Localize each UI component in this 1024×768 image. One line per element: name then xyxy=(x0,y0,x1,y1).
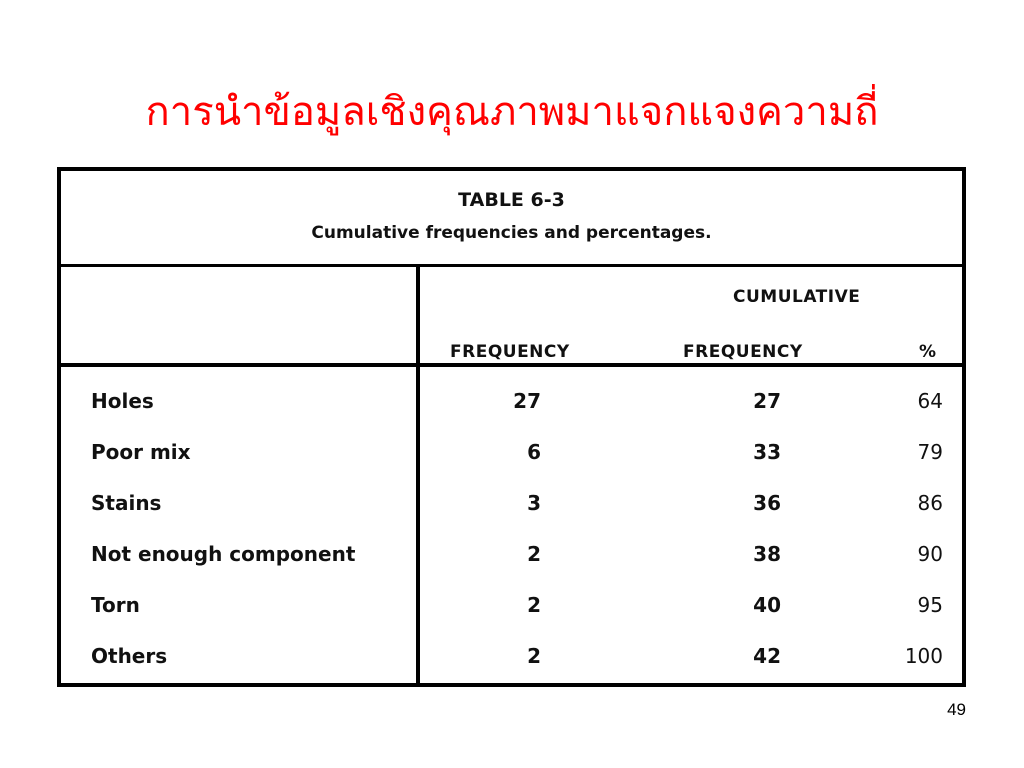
row-cumulative-frequency: 38 xyxy=(753,542,781,566)
frequency-table xyxy=(57,167,966,687)
header-divider xyxy=(61,363,962,367)
row-percent: 90 xyxy=(917,542,943,566)
row-cumulative-frequency: 40 xyxy=(753,593,781,617)
row-category: Others xyxy=(91,644,168,668)
table-caption xyxy=(61,171,962,267)
table-row xyxy=(61,376,962,426)
header-percent: % xyxy=(919,342,937,362)
row-percent: 100 xyxy=(904,644,943,668)
row-category: Poor mix xyxy=(91,440,191,464)
table-row xyxy=(61,631,962,681)
row-cumulative-frequency: 42 xyxy=(753,644,781,668)
table-number: TABLE 6-3 xyxy=(458,189,565,211)
row-cumulative-frequency: 27 xyxy=(753,389,781,413)
header-cumulative-group: CUMULATIVE xyxy=(733,287,861,307)
row-category: Stains xyxy=(91,491,162,515)
table-row xyxy=(61,580,962,630)
page-number: 49 xyxy=(947,700,966,719)
row-frequency: 27 xyxy=(513,389,541,413)
table-row xyxy=(61,478,962,528)
table-row xyxy=(61,427,962,477)
row-percent: 64 xyxy=(917,389,943,413)
row-frequency: 2 xyxy=(527,644,541,668)
row-frequency: 2 xyxy=(527,593,541,617)
row-category: Not enough component xyxy=(91,542,356,566)
row-percent: 95 xyxy=(917,593,943,617)
table-caption-text: Cumulative frequencies and percentages. xyxy=(311,223,712,243)
row-category: Holes xyxy=(91,389,154,413)
table-row xyxy=(61,529,962,579)
row-percent: 79 xyxy=(917,440,943,464)
row-frequency: 3 xyxy=(527,491,541,515)
slide-title: การนำข้อมูลเชิงคุณภาพมาแจกแจงความถี่ xyxy=(145,89,879,135)
row-category: Torn xyxy=(91,593,140,617)
row-cumulative-frequency: 36 xyxy=(753,491,781,515)
header-cumulative-frequency: FREQUENCY xyxy=(683,342,803,362)
row-percent: 86 xyxy=(917,491,943,515)
row-frequency: 6 xyxy=(527,440,541,464)
row-frequency: 2 xyxy=(527,542,541,566)
header-frequency: FREQUENCY xyxy=(450,342,570,362)
row-cumulative-frequency: 33 xyxy=(753,440,781,464)
